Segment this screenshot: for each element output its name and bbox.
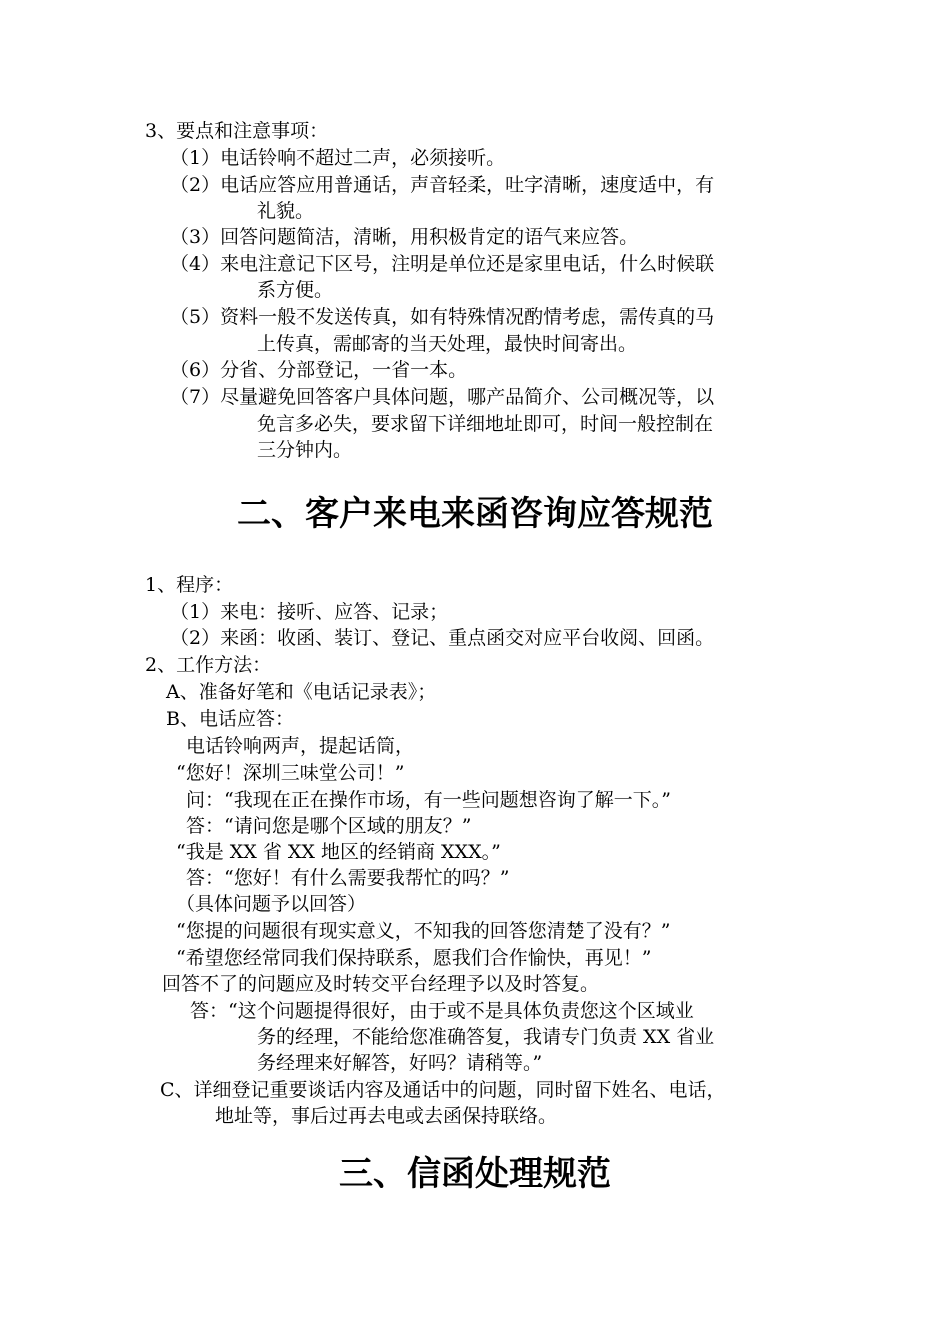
section-2-line: “希望您经常同我们保持联系，愿我们合作愉快，再见！” <box>176 947 652 969</box>
section-2-line: 电话铃响两声，提起话筒， <box>186 735 415 757</box>
section-2-line: “我是 XX 省 XX 地区的经销商 XXX。” <box>176 841 501 863</box>
section-1-item: （4）来电注意记下区号，注明是单位还是家里电话，什么时候联 <box>170 253 715 275</box>
section-1-heading: 3、要点和注意事项： <box>145 120 329 142</box>
section-1-item-continuation: 上传真，需邮寄的当天处理，最快时间寄出。 <box>257 333 638 355</box>
section-1-item-continuation: 免言多必失，要求留下详细地址即可，时间一般控制在 <box>257 413 714 435</box>
section-2-title: 二、客户来电来函咨询应答规范 <box>237 494 713 534</box>
section-2-line: “您提的问题很有现实意义，不知我的回答您清楚了没有？” <box>176 920 671 942</box>
section-1-item: （3）回答问题简洁，清晰，用积极肯定的语气来应答。 <box>170 226 639 248</box>
section-1-item: （1）电话铃响不超过二声，必须接听。 <box>170 147 506 169</box>
section-1-item: （7）尽量避免回答客户具体问题，哪产品简介、公司概况等，以 <box>170 386 715 408</box>
section-3-title: 三、信函处理规范 <box>339 1154 611 1194</box>
section-2-line: 回答不了的问题应及时转交平台经理予以及时答复。 <box>162 973 600 995</box>
section-2-line: A、准备好笔和《电话记录表》； <box>166 681 437 703</box>
section-2-line: 答：“您好！有什么需要我帮忙的吗？” <box>186 867 510 889</box>
section-1-item-continuation: 系方便。 <box>257 279 334 301</box>
section-2-line: 问：“我现在正在操作市场，有一些问题想咨询了解一下。” <box>186 789 671 811</box>
section-2-line-continuation: 地址等，事后过再去电或去函保持联络。 <box>215 1105 558 1127</box>
section-2-line: B、电话应答： <box>166 708 294 730</box>
section-2-line: （具体问题予以回答） <box>176 893 367 915</box>
section-2-line: （2）来函：收函、装订、登记、重点函交对应平台收阅、回函。 <box>170 627 715 649</box>
section-2-line: 答：“请问您是哪个区域的朋友？” <box>186 815 472 837</box>
section-2-line-continuation: 务的经理，不能给您准确答复，我请专门负责 XX 省业 <box>257 1026 715 1048</box>
section-1-item: （6）分省、分部登记，一省一本。 <box>170 359 468 381</box>
section-1-item-continuation: 礼貌。 <box>257 200 315 222</box>
section-2-line: 答：“这个问题提得很好，由于或不是具体负责您这个区域业 <box>190 1000 694 1022</box>
section-1-item: （2）电话应答应用普通话，声音轻柔，吐字清晰，速度适中，有 <box>170 174 715 196</box>
section-2-line: “您好！深圳三味堂公司！” <box>176 762 405 784</box>
section-1-item: （5）资料一般不发送传真，如有特殊情况酌情考虑，需传真的马 <box>170 306 715 328</box>
section-2-line: 2、工作方法： <box>145 654 272 676</box>
section-2-line: C、详细登记重要谈话内容及通话中的问题，同时留下姓名、电话， <box>160 1079 726 1101</box>
section-1-item-continuation: 三分钟内。 <box>257 439 353 461</box>
section-2-line-continuation: 务经理来好解答，好吗？请稍等。” <box>257 1052 543 1074</box>
section-2-line: 1、程序： <box>145 574 234 596</box>
section-2-line: （1）来电：接听、应答、记录； <box>170 601 449 623</box>
